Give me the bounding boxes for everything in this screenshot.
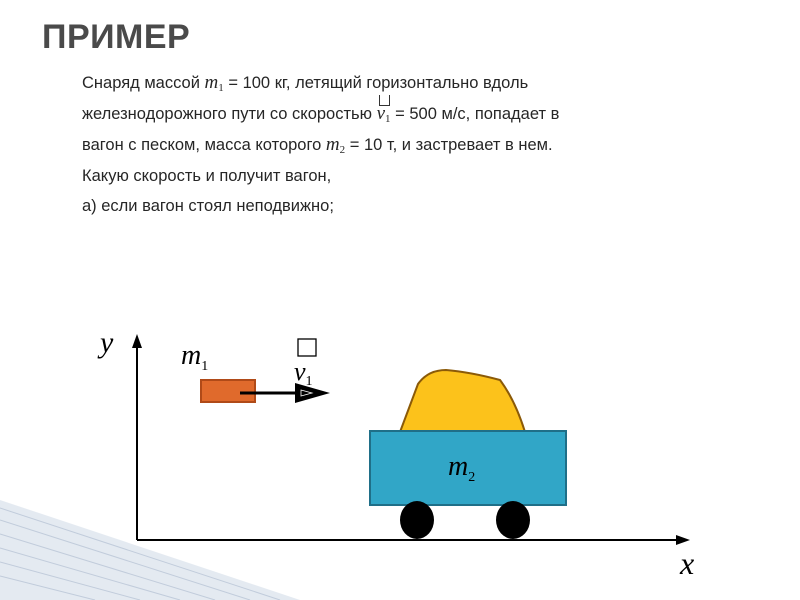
velocity-label-letter: v xyxy=(294,357,306,386)
text-fragment: железнодорожного пути со скоростью xyxy=(82,105,377,123)
x-axis-label: x xyxy=(680,545,695,581)
text-fragment: = 500 м/с, попадает в xyxy=(395,105,560,123)
text-fragment: вагон с песком, масса которого xyxy=(82,136,326,154)
wagon-label-subscript: 2 xyxy=(468,470,476,485)
wagon-label-letter: m xyxy=(448,451,469,482)
v1-subscript: 1 xyxy=(385,113,391,125)
text-fragment: Снаряд массой xyxy=(82,74,205,92)
sand-pile xyxy=(400,370,525,432)
projectile-label-subscript: 1 xyxy=(201,359,209,374)
text-fragment: = 10 т, и застревает в нем. xyxy=(349,136,553,154)
m2-subscript: 2 xyxy=(339,144,346,156)
v1-letter: v xyxy=(376,103,386,124)
wagon-wheel-left xyxy=(400,501,434,539)
m2-letter: m xyxy=(325,134,340,155)
m1-subscript: 1 xyxy=(218,82,224,94)
vector-arrow-placeholder-box xyxy=(298,339,316,356)
wagon-wheel-right xyxy=(496,501,530,539)
projectile-label xyxy=(181,340,208,374)
projectile-label-letter: m xyxy=(181,340,202,371)
corner-decoration xyxy=(0,500,300,600)
text-fragment: = 100 кг, летящий горизонтально вдоль xyxy=(228,74,529,92)
problem-paragraph-2: а) если вагон стоял неподвижно; xyxy=(82,197,334,215)
velocity-label xyxy=(294,357,313,389)
y-axis-label: y xyxy=(100,326,114,359)
projectile-shell xyxy=(201,380,255,402)
m1-letter: m xyxy=(204,72,219,93)
velocity-label-subscript: 1 xyxy=(305,374,313,389)
y-axis xyxy=(132,334,142,540)
slide-title: ПРИМЕР xyxy=(42,18,191,56)
text-fragment: Какую скорость и получит вагон, xyxy=(82,167,332,185)
